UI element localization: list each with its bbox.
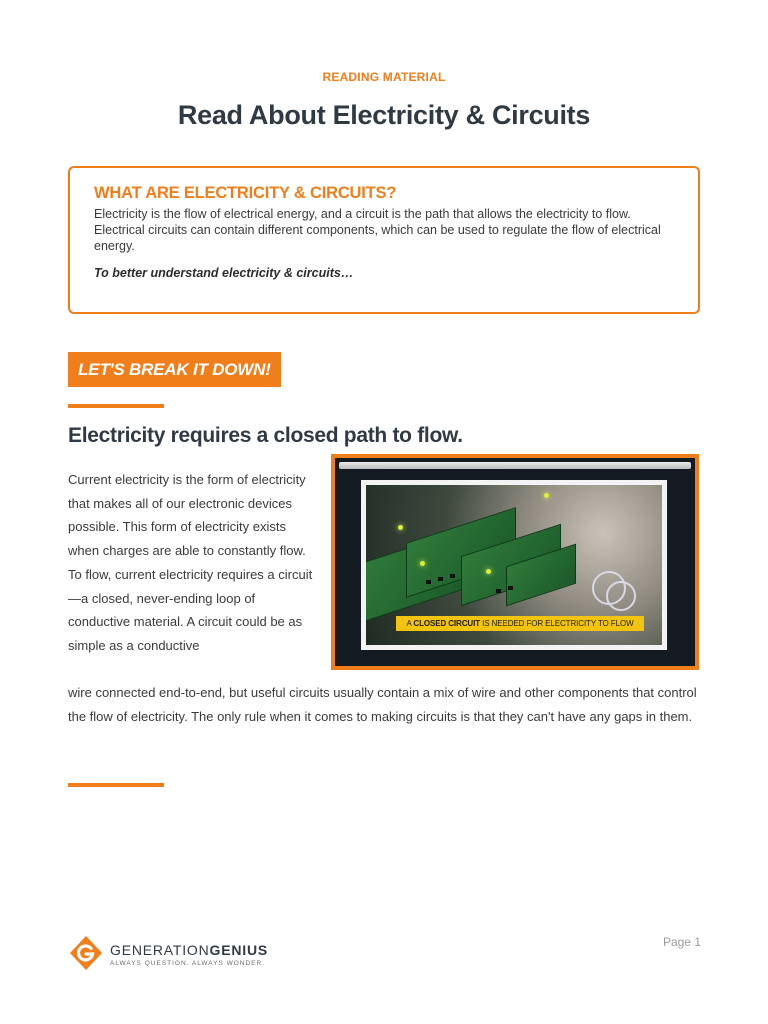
closed-circuit-figure <box>331 454 699 670</box>
circuit-board-photo <box>366 485 662 645</box>
chip <box>496 589 501 593</box>
logo-wordmark: GENERATIONGENIUS <box>110 942 269 958</box>
projector-screen-frame <box>335 458 695 666</box>
page-title: Read About Electricity & Circuits <box>177 100 591 130</box>
screen-rod <box>339 462 691 469</box>
section-body-wrapped: Current electricity is the form of electricity that makes all of our electronic devices possible. This form of electricity exists when charges are able to constantly flow. To flow, current electricity requires a circuit—a closed, never-ending loop of conductive material. A circuit could be as simple as a conductive <box>68 472 313 653</box>
definition-box <box>68 166 700 314</box>
chip <box>438 577 443 581</box>
chip <box>450 574 455 578</box>
chip <box>426 580 431 584</box>
projector-screen <box>361 480 667 650</box>
led-light <box>420 561 425 566</box>
reading-material-kicker: READING MATERIAL <box>322 70 446 84</box>
divider-rule <box>68 404 164 408</box>
section-body-full: wire connected end-to-end, but useful circuits usually contain a mix of wire and other components that control the flow of electricity. The only rule when it comes to making circuits is that they can't have any gaps in them. <box>68 685 697 724</box>
definition-heading: WHAT ARE ELECTRICITY & CIRCUITS? <box>94 184 397 202</box>
divider-rule <box>68 783 164 787</box>
led-light <box>398 525 403 530</box>
logo-tagline: ALWAYS QUESTION. ALWAYS WONDER. <box>110 960 265 967</box>
chip <box>508 586 513 590</box>
breakdown-banner: LET'S BREAK IT DOWN! <box>68 352 281 387</box>
definition-lead: To better understand electricity & circuits… <box>94 266 354 280</box>
definition-text: Electricity is the flow of electrical energy, and a circuit is the path that allows the electricity to flow. Electrical circuits can contain different components, which can be used to regulate the flow of electrical energy. <box>94 207 661 253</box>
page-number: Page 1 <box>662 935 701 949</box>
led-light <box>486 569 491 574</box>
wire-coil <box>606 581 636 611</box>
led-light <box>544 493 549 498</box>
logo-g-icon <box>68 935 104 971</box>
generation-genius-logo <box>68 935 288 975</box>
figure-caption: A CLOSED CIRCUIT IS NEEDED FOR ELECTRICITY TO FLOW <box>396 616 644 631</box>
section-heading: Electricity requires a closed path to flow. <box>68 424 463 447</box>
